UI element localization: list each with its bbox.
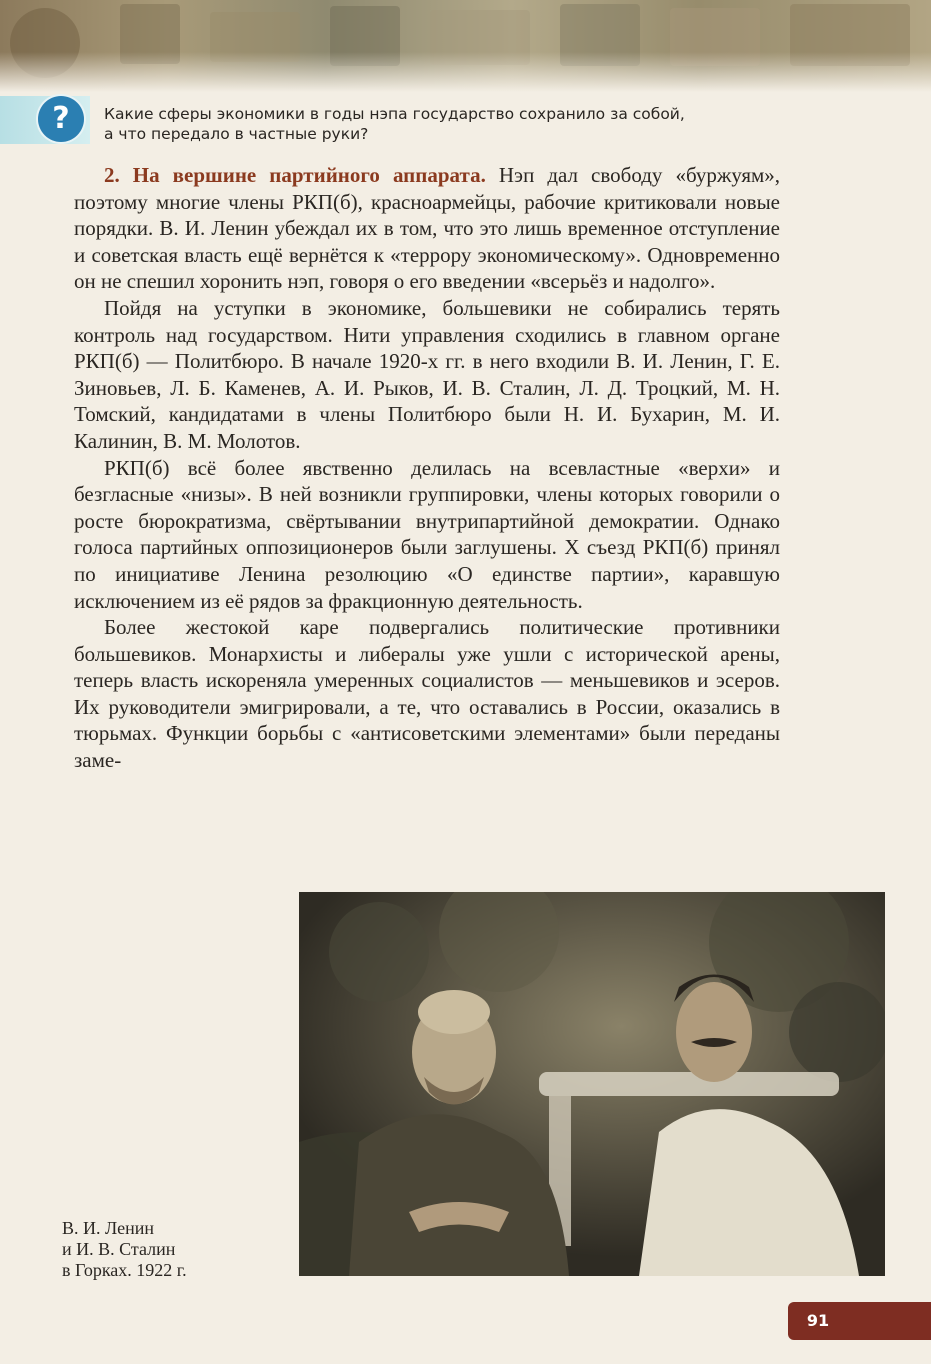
paragraph-text: Нэп дал свободу «буржуям», поэтому многие члены РКП(б), красноармейцы, рабочие критиковали новые порядки. В. И. Ленин убеждал их в том, что это лишь временное отступление и советская власть ещё вернётся к «террору экономическому». Одновременно он не спешил хоронить нэп, говоря о его введении «всерьёз и надолго».	[74, 163, 781, 294]
paragraph	[74, 162, 780, 295]
section-heading: 2. На вершине партийного аппарата.	[104, 163, 486, 187]
review-question	[0, 90, 931, 148]
section-body	[74, 162, 780, 774]
historical-photo	[299, 892, 885, 1276]
question-text	[104, 104, 794, 144]
caption-line: В. И. Ленин	[62, 1218, 154, 1238]
question-icon: ?	[38, 96, 84, 142]
page-number: 91	[806, 1311, 830, 1330]
caption-line: в Горках. 1922 г.	[62, 1260, 187, 1280]
photo-caption	[62, 1218, 282, 1281]
caption-line: и И. В. Сталин	[62, 1239, 176, 1259]
paragraph: Более жестокой каре подвергались политические противники большевиков. Монархисты и либералы уже ушли с исторической арены, теперь власть искореняла умеренных социалистов — меньшевиков и эсеров. Их руководители эмигрировали, а те, что оставались в России, оказались в тюрьмах. Функции борьбы с «антисоветскими элементами» были переданы заме-	[74, 615, 780, 773]
top-decorative-banner	[0, 0, 931, 92]
question-line: а что передало в частные руки?	[104, 125, 369, 143]
photo-illustration	[299, 892, 885, 1276]
paragraph: Пойдя на уступки в экономике, большевики не собирались терять контроль над государством. Нити управления сходились в главном органе РКП(б) — Политбюро. В начале 1920-х гг. в него входили В. И. Ленин, Г. Е. Зиновьев, Л. Б. Каменев, А. И. Рыков, И. В. Сталин, Л. Д. Троцкий, М. Н. Томский, кандидатами в члены Политбюро были Н. И. Бухарин, М. И. Калинин, В. М. Молотов.	[74, 295, 780, 453]
question-line: Какие сферы экономики в годы нэпа государство сохранило за собой,	[104, 105, 685, 123]
paragraph: РКП(б) всё более явственно делилась на всевластные «верхи» и безгласные «низы». В ней возникли группировки, члены которых говорили о росте бюрократизма, свёртывании внутрипартийной демократии. Однако голоса партийных оппозиционеров были заглушены. X съезд РКП(б) принял по инициативе Ленина резолюцию «О единстве партии», каравшую исключением из её рядов за фракционную деятельность.	[74, 455, 780, 613]
